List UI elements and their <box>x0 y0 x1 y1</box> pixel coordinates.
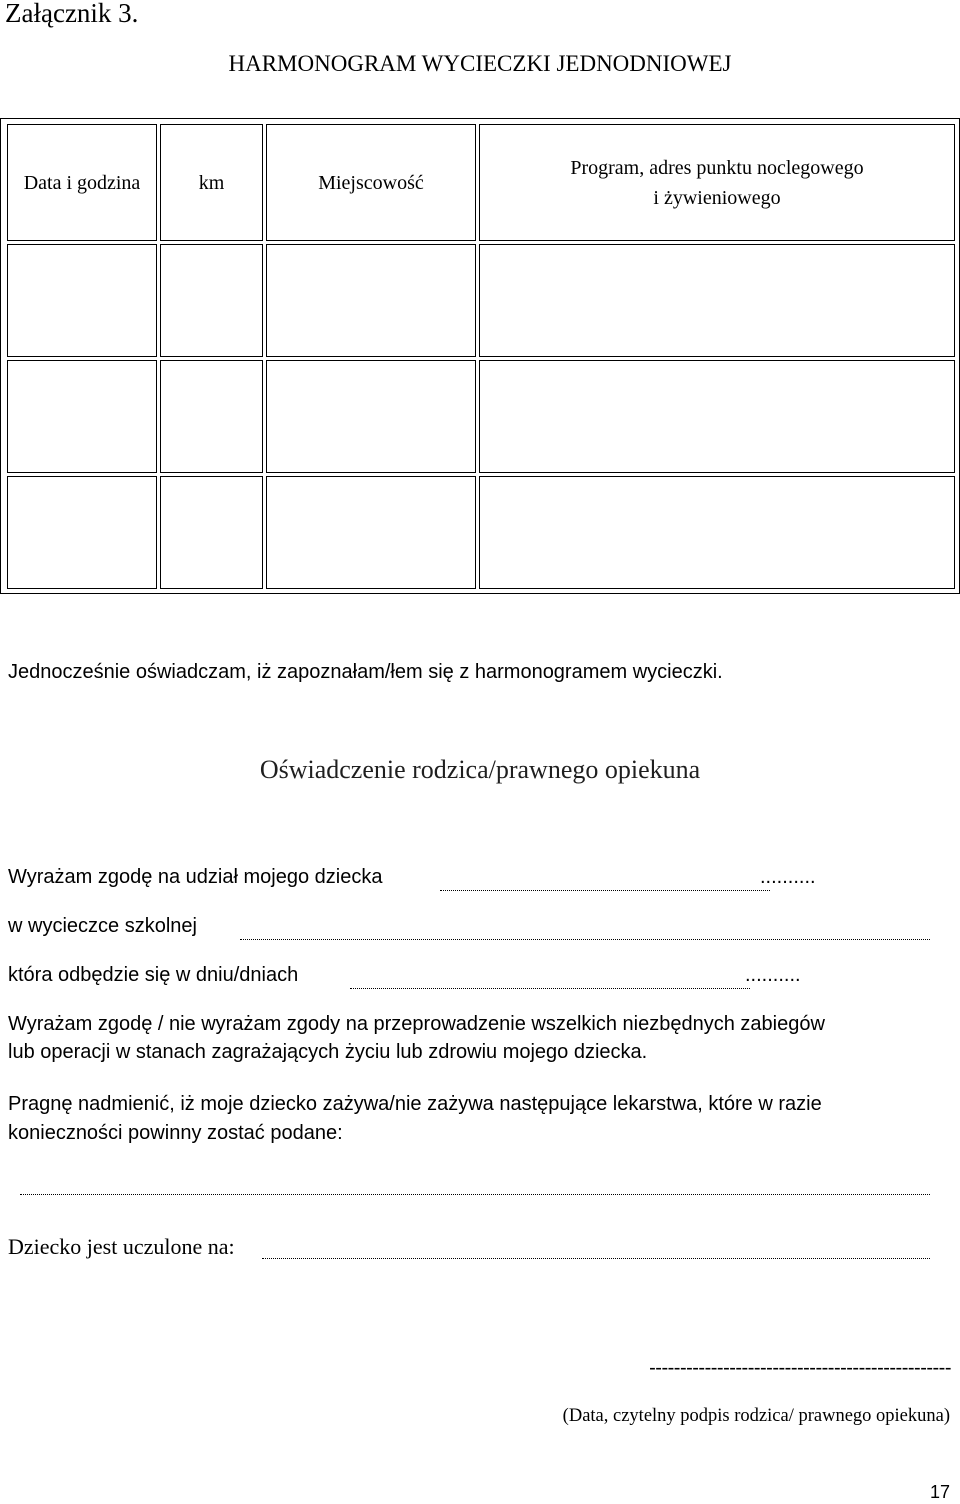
table-cell[interactable] <box>266 244 476 357</box>
table-cell[interactable] <box>266 360 476 473</box>
column-header-km <box>160 124 263 241</box>
trip-date-tail: .......... <box>745 964 801 986</box>
column-header-date-label: Data i godzina <box>23 171 141 194</box>
column-header-date <box>7 124 157 241</box>
column-header-place-label: Miejscowość <box>318 171 424 194</box>
trip-date-dotted-line[interactable] <box>350 988 750 989</box>
table-cell[interactable] <box>479 476 955 589</box>
attachment-label: Załącznik 3. <box>5 0 139 28</box>
document-title: HARMONOGRAM WYCIECZKI JEDNODNIOWEJ <box>228 51 732 76</box>
medication-dotted-line[interactable] <box>20 1194 930 1195</box>
trip-dotted-line[interactable] <box>240 939 930 940</box>
consent-surgery-line1: Wyrażam zgodę / nie wyrażam zgody na przeprowadzenie wszelkich niezbędnych zabiegów <box>8 1013 825 1035</box>
trip-date-label: która odbędzie się w dniu/dniach <box>8 964 299 986</box>
table-cell[interactable] <box>7 360 157 473</box>
signature-line[interactable]: ------------------------------------------------- <box>649 1357 951 1379</box>
column-header-program-line1: Program, adres punktu noclegowego <box>570 156 864 179</box>
table-cell[interactable] <box>266 476 476 589</box>
table-cell[interactable] <box>7 476 157 589</box>
consent-child-dotted-line[interactable] <box>440 890 770 891</box>
declaration-heading: Oświadczenie rodzica/prawnego opiekuna <box>259 755 701 784</box>
trip-label: w wycieczce szkolnej <box>8 915 197 937</box>
table-cell[interactable] <box>479 244 955 357</box>
column-header-place <box>266 124 476 241</box>
page-number: 17 <box>929 1482 950 1502</box>
column-header-km-label: km <box>198 171 225 194</box>
table-cell[interactable] <box>160 244 263 357</box>
table-cell[interactable] <box>160 476 263 589</box>
allergy-dotted-line[interactable] <box>262 1258 930 1259</box>
consent-child-label: Wyrażam zgodę na udział mojego dziecka <box>8 866 383 888</box>
allergy-label: Dziecko jest uczulone na: <box>8 1234 235 1259</box>
medication-line2: konieczności powinny zostać podane: <box>8 1122 343 1144</box>
column-header-program <box>479 124 955 241</box>
table-cell[interactable] <box>479 360 955 473</box>
table-cell[interactable] <box>160 360 263 473</box>
acknowledgement-text: Jednocześnie oświadczam, iż zapoznałam/łem się z harmonogramem wycieczki. <box>8 661 723 683</box>
medication-line1: Pragnę nadmienić, iż moje dziecko zażywa/nie zażywa następujące lekarstwa, które w razie <box>8 1093 822 1115</box>
table-cell[interactable] <box>7 244 157 357</box>
column-header-program-line2: i żywieniowego <box>653 186 781 209</box>
consent-child-tail: .......... <box>760 866 816 888</box>
schedule-table <box>0 118 960 594</box>
signature-caption: (Data, czytelny podpis rodzica/ prawnego opiekuna) <box>562 1406 950 1426</box>
consent-surgery-line2: lub operacji w stanach zagrażających życiu lub zdrowiu mojego dziecka. <box>8 1041 648 1063</box>
